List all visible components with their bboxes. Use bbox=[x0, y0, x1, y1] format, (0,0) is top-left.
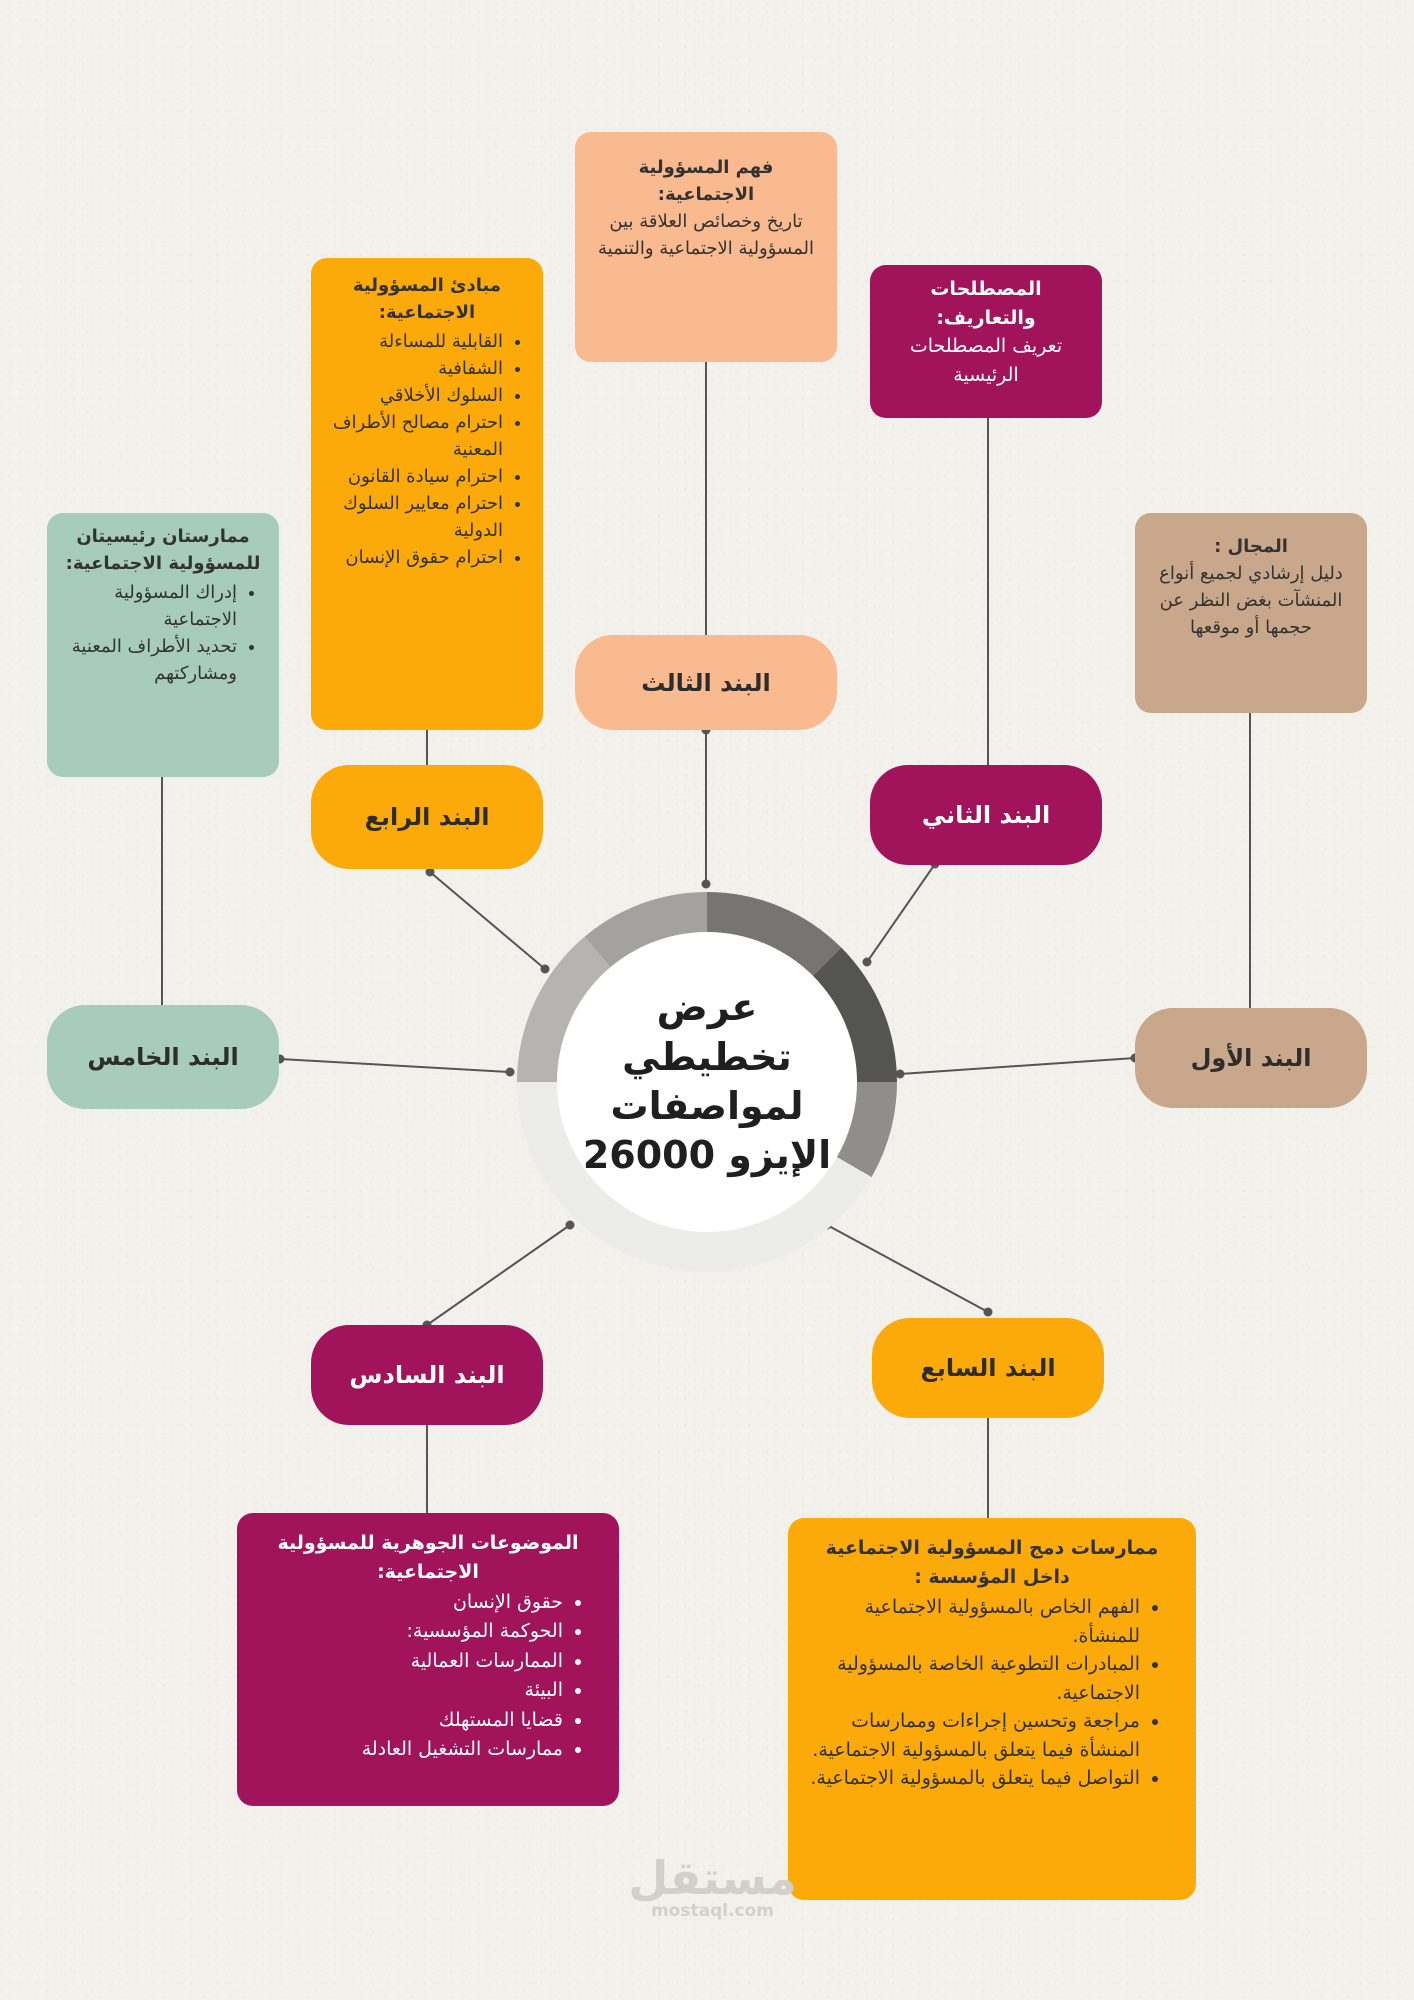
item-info-1-title: المجال : bbox=[1214, 536, 1288, 557]
item-info-7-title: ممارسات دمج المسؤولية الاجتماعية داخل المؤسسة : bbox=[825, 1537, 1159, 1588]
item-info-3 bbox=[575, 132, 837, 362]
item-info-7-bullets bbox=[810, 1593, 1174, 1793]
item-info-4-title: مبادئ المسؤولية الاجتماعية: bbox=[352, 275, 502, 323]
item-info-4-bullet: • احترام حقوق الإنسان bbox=[321, 544, 503, 571]
item-info-4-bullet: • السلوك الأخلاقي bbox=[321, 382, 503, 409]
item-info-3-body: تاريخ وخصائص العلاقة بين المسؤولية الاجتماعية والتنمية bbox=[597, 211, 815, 259]
item-pill-4: البند الرابع bbox=[311, 765, 543, 869]
item-info-5-bullets bbox=[59, 579, 267, 687]
item-info-4-bullet: • احترام مصالح الأطراف المعنية bbox=[321, 409, 503, 463]
item-pill-5: البند الخامس bbox=[47, 1005, 279, 1109]
logo-latin: mostaql.com bbox=[650, 1901, 775, 1921]
item-info-7-bullet: • الفهم الخاص بالمسؤولية الاجتماعية للمنشأة. bbox=[810, 1593, 1140, 1650]
item-info-4-bullet: • احترام معايير السلوك الدولية bbox=[321, 490, 503, 544]
item-info-6-bullet: • الممارسات العمالية bbox=[259, 1647, 563, 1676]
mostaql-logo bbox=[625, 1851, 800, 1921]
center-hub bbox=[517, 892, 897, 1272]
center-title: عرض تخطيطي لمواصفات الإيزو 26000 bbox=[582, 985, 832, 1178]
item-info-6-bullet: • قضايا المستهلك bbox=[259, 1706, 563, 1735]
item-info-7 bbox=[788, 1518, 1196, 1900]
item-info-6-bullets bbox=[259, 1588, 597, 1765]
item-info-6-bullet: • حقوق الإنسان bbox=[259, 1588, 563, 1617]
item-pill-3: البند الثالث bbox=[575, 635, 837, 730]
item-info-4-bullet: • الشفافية bbox=[321, 355, 503, 382]
item-pill-2: البند الثاني bbox=[870, 765, 1102, 865]
item-info-6-bullet: • ممارسات التشغيل العادلة bbox=[259, 1735, 563, 1764]
item-info-2 bbox=[870, 265, 1102, 418]
item-info-4-bullet: • احترام سيادة القانون bbox=[321, 463, 503, 490]
item-info-7-bullet: • المبادرات التطوعية الخاصة بالمسؤولية الاجتماعية. bbox=[810, 1650, 1140, 1707]
center-hub-inner bbox=[557, 932, 857, 1232]
item-info-6-bullet: • الحوكمة المؤسسية: bbox=[259, 1617, 563, 1646]
item-info-6-bullet: • البيئة bbox=[259, 1676, 563, 1705]
item-info-4-bullets bbox=[321, 328, 533, 571]
item-info-5-title: ممارستان رئيسيتان للمسؤولية الاجتماعية: bbox=[65, 526, 261, 574]
item-info-7-bullet: • التواصل فيما يتعلق بالمسؤولية الاجتماعية. bbox=[810, 1764, 1140, 1793]
item-pill-7: البند السابع bbox=[872, 1318, 1104, 1418]
item-info-4 bbox=[311, 258, 543, 730]
item-info-6 bbox=[237, 1513, 619, 1806]
item-pill-1: البند الأول bbox=[1135, 1008, 1367, 1108]
item-info-5-bullet: • تحديد الأطراف المعنية ومشاركتهم bbox=[59, 633, 237, 687]
item-info-4-bullet: • القابلية للمساءلة bbox=[321, 328, 503, 355]
item-info-5-bullet: • إدراك المسؤولية الاجتماعية bbox=[59, 579, 237, 633]
item-info-1 bbox=[1135, 513, 1367, 713]
logo-arabic: مستقل bbox=[628, 1851, 797, 1905]
item-info-6-title: الموضوعات الجوهرية للمسؤولية الاجتماعية: bbox=[277, 1532, 579, 1583]
item-info-5 bbox=[47, 513, 279, 777]
item-info-2-title: المصطلحات والتعاريف: bbox=[930, 278, 1042, 329]
item-info-2-body: تعريف المصطلحات الرئيسية bbox=[909, 335, 1063, 386]
item-info-1-body: دليل إرشادي لجميع أنواع المنشآت بغض النظر عن حجمها أو موقعها bbox=[1159, 563, 1343, 638]
item-pill-6: البند السادس bbox=[311, 1325, 543, 1425]
item-info-7-bullet: • مراجعة وتحسين إجراءات وممارسات المنشأة فيما يتعلق بالمسؤولية الاجتماعية. bbox=[810, 1707, 1140, 1764]
item-info-3-title: فهم المسؤولية الاجتماعية: bbox=[638, 157, 774, 205]
